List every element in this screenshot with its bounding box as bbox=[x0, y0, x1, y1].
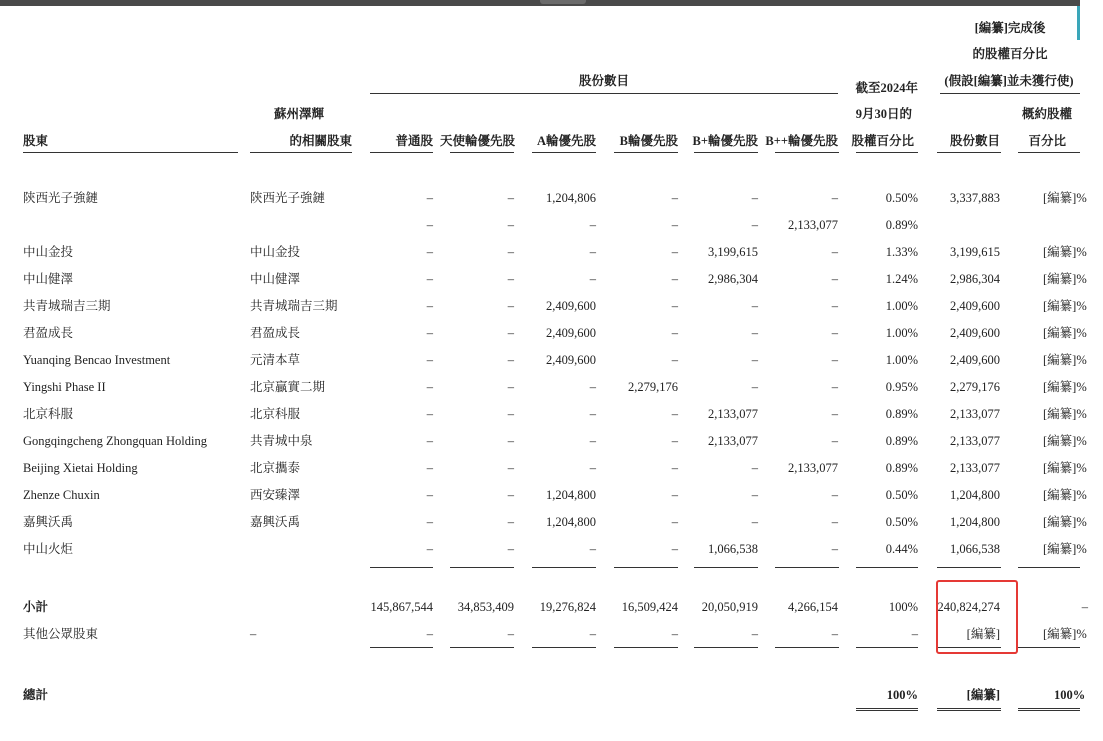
cell-approx: [編纂]% bbox=[1043, 353, 1087, 367]
cell-approx: [編纂]% bbox=[1043, 299, 1087, 313]
cell-pct: 0.89% bbox=[885, 407, 918, 421]
cell-b-pref: – bbox=[671, 542, 678, 556]
cell-bplusplus-pref: – bbox=[831, 515, 838, 529]
header-related-line2: 的相關股東 bbox=[289, 134, 352, 148]
cell-ordinary: – bbox=[426, 542, 433, 556]
cell-angel: – bbox=[507, 461, 514, 475]
cell-b-pref: – bbox=[671, 434, 678, 448]
column-rule bbox=[450, 567, 514, 568]
cell-angel: – bbox=[507, 191, 514, 205]
cell-ordinary: – bbox=[426, 218, 433, 232]
header-angel: 天使輪優先股 bbox=[440, 134, 516, 148]
total-double-rule bbox=[856, 708, 918, 711]
cell-pct: 1.00% bbox=[885, 299, 918, 313]
cell-angel: – bbox=[507, 272, 514, 286]
cell-ordinary: – bbox=[426, 353, 433, 367]
cell-bplus-pref: 2,986,304 bbox=[708, 272, 758, 286]
column-rule bbox=[1018, 647, 1080, 648]
cell-a-pref: – bbox=[589, 380, 596, 394]
cell-b-pref: 2,279,176 bbox=[628, 380, 678, 394]
others-angel: – bbox=[507, 627, 514, 641]
cell-shareholder: 中山健澤 bbox=[23, 272, 74, 286]
column-rule bbox=[532, 647, 596, 648]
cell-approx: [編纂]% bbox=[1043, 407, 1087, 421]
cell-related: 嘉興沃禹 bbox=[250, 515, 301, 529]
total-label: 總計 bbox=[23, 688, 49, 702]
header-approx-line2: 百分比 bbox=[1028, 134, 1066, 148]
header-underline bbox=[23, 152, 238, 153]
cell-b-pref: – bbox=[671, 461, 678, 475]
others-ordinary: – bbox=[426, 627, 433, 641]
cell-shares: 1,204,800 bbox=[950, 515, 1000, 529]
cell-shareholder: 北京科服 bbox=[23, 407, 74, 421]
others-bplus-pref: – bbox=[751, 627, 758, 641]
cell-bplus-pref: – bbox=[751, 326, 758, 340]
cell-shares: 2,409,600 bbox=[950, 326, 1000, 340]
cell-shareholder: Zhenze Chuxin bbox=[23, 488, 100, 502]
subtotal-b-pref: 16,509,424 bbox=[621, 600, 678, 614]
header-underline bbox=[775, 152, 839, 153]
cell-shares: 2,409,600 bbox=[950, 353, 1000, 367]
cell-approx: [編纂]% bbox=[1043, 191, 1087, 205]
total-double-rule bbox=[1018, 708, 1080, 711]
cell-shares: 2,409,600 bbox=[950, 299, 1000, 313]
cell-bplus-pref: – bbox=[751, 380, 758, 394]
cell-a-pref: – bbox=[589, 542, 596, 556]
cell-b-pref: – bbox=[671, 245, 678, 259]
cell-b-pref: – bbox=[671, 299, 678, 313]
cell-shareholder: 君盈成長 bbox=[23, 326, 74, 340]
cell-shares: 2,279,176 bbox=[950, 380, 1000, 394]
cell-shareholder: 中山金投 bbox=[23, 245, 74, 259]
cell-ordinary: – bbox=[426, 380, 433, 394]
cell-a-pref: – bbox=[589, 407, 596, 421]
header-underline bbox=[250, 152, 352, 153]
subtotal-label: 小計 bbox=[23, 600, 49, 614]
cell-shareholder: 中山火炬 bbox=[23, 542, 74, 556]
cell-bplus-pref: – bbox=[751, 461, 758, 475]
column-rule bbox=[614, 567, 678, 568]
window-tab-handle[interactable] bbox=[540, 0, 586, 4]
header-b-pref: B輪優先股 bbox=[619, 134, 678, 148]
subtotal-ordinary: 145,867,544 bbox=[370, 600, 433, 614]
column-rule bbox=[694, 567, 758, 568]
header-as-of-line3: 股權百分比 bbox=[851, 134, 914, 148]
cell-angel: – bbox=[507, 380, 514, 394]
cell-a-pref: 2,409,600 bbox=[546, 326, 596, 340]
column-rule bbox=[775, 647, 839, 648]
column-rule bbox=[775, 567, 839, 568]
header-shareholder: 股東 bbox=[23, 134, 49, 148]
cell-a-pref: – bbox=[589, 218, 596, 232]
cell-b-pref: – bbox=[671, 407, 678, 421]
cell-related: 北京科服 bbox=[250, 407, 301, 421]
header-pct-after-line2: 的股權百分比 bbox=[972, 47, 1048, 61]
cell-approx: [編纂]% bbox=[1043, 272, 1087, 286]
others-bplusplus-pref: – bbox=[831, 627, 838, 641]
cell-a-pref: 2,409,600 bbox=[546, 353, 596, 367]
cell-related: 元清本草 bbox=[250, 353, 301, 367]
cell-bplusplus-pref: – bbox=[831, 245, 838, 259]
cell-b-pref: – bbox=[671, 272, 678, 286]
header-num-shares: 股份數目 bbox=[949, 134, 1000, 148]
cell-approx: [編纂]% bbox=[1043, 461, 1087, 475]
subtotal-bplusplus-pref: 4,266,154 bbox=[788, 600, 838, 614]
cell-related: 君盈成長 bbox=[250, 326, 301, 340]
cell-related: 北京攜泰 bbox=[250, 461, 301, 475]
cell-angel: – bbox=[507, 515, 514, 529]
cell-shares: 2,986,304 bbox=[950, 272, 1000, 286]
cell-b-pref: – bbox=[671, 218, 678, 232]
subtotal-pct: 100% bbox=[888, 600, 918, 614]
window-top-bar bbox=[0, 0, 1080, 6]
cell-bplus-pref: – bbox=[751, 299, 758, 313]
cell-shareholder: 共青城瑞吉三期 bbox=[23, 299, 111, 313]
cell-pct: 0.95% bbox=[885, 380, 918, 394]
column-rule bbox=[856, 647, 918, 648]
cell-angel: – bbox=[507, 299, 514, 313]
cell-shares: 3,337,883 bbox=[950, 191, 1000, 205]
cell-bplusplus-pref: – bbox=[831, 488, 838, 502]
subtotal-shares: 240,824,274 bbox=[937, 600, 1000, 614]
cell-ordinary: – bbox=[426, 245, 433, 259]
header-rule-shares bbox=[370, 93, 838, 94]
cell-bplus-pref: 2,133,077 bbox=[708, 407, 758, 421]
header-approx-line1: 概約股權 bbox=[1021, 107, 1072, 121]
cell-bplus-pref: – bbox=[751, 191, 758, 205]
cell-ordinary: – bbox=[426, 326, 433, 340]
cell-approx: [編纂]% bbox=[1043, 245, 1087, 259]
cell-angel: – bbox=[507, 353, 514, 367]
subtotal-bplus-pref: 20,050,919 bbox=[701, 600, 758, 614]
cell-bplusplus-pref: – bbox=[831, 542, 838, 556]
cell-bplus-pref: 2,133,077 bbox=[708, 434, 758, 448]
cell-bplusplus-pref: – bbox=[831, 326, 838, 340]
others-pct: – bbox=[911, 627, 918, 641]
header-as-of-line1: 截至2024年 bbox=[855, 81, 918, 95]
cell-angel: – bbox=[507, 407, 514, 421]
cell-pct: 0.89% bbox=[885, 461, 918, 475]
cell-ordinary: – bbox=[426, 272, 433, 286]
header-underline bbox=[370, 152, 433, 153]
cell-pct: 0.44% bbox=[885, 542, 918, 556]
others-b-pref: – bbox=[671, 627, 678, 641]
cell-related: 中山金投 bbox=[250, 245, 301, 259]
cell-approx: [編纂]% bbox=[1043, 380, 1087, 394]
cell-approx: [編纂]% bbox=[1043, 326, 1087, 340]
cell-approx: [編纂]% bbox=[1043, 515, 1087, 529]
cell-a-pref: 2,409,600 bbox=[546, 299, 596, 313]
others-shares: [編纂] bbox=[966, 627, 1000, 641]
header-a-pref: A輪優先股 bbox=[536, 134, 596, 148]
cell-b-pref: – bbox=[671, 191, 678, 205]
others-label: 其他公眾股東 bbox=[23, 627, 99, 641]
header-underline bbox=[450, 152, 514, 153]
header-pct-after-line1: [編纂]完成後 bbox=[974, 21, 1046, 35]
others-related: – bbox=[250, 627, 257, 641]
cell-bplus-pref: 1,066,538 bbox=[708, 542, 758, 556]
header-underline bbox=[694, 152, 758, 153]
cell-bplusplus-pref: – bbox=[831, 272, 838, 286]
header-bplus-pref: B+輪優先股 bbox=[692, 134, 758, 148]
cell-bplusplus-pref: – bbox=[831, 299, 838, 313]
cell-pct: 0.50% bbox=[885, 191, 918, 205]
column-rule bbox=[370, 647, 433, 648]
column-rule bbox=[1018, 567, 1080, 568]
cell-bplus-pref: 3,199,615 bbox=[708, 245, 758, 259]
header-underline bbox=[856, 152, 918, 153]
header-underline bbox=[1018, 152, 1080, 153]
header-bplusplus-pref: B++輪優先股 bbox=[765, 134, 838, 148]
cell-pct: 0.89% bbox=[885, 434, 918, 448]
subtotal-angel: 34,853,409 bbox=[457, 600, 514, 614]
cell-a-pref: 1,204,800 bbox=[546, 488, 596, 502]
header-underline bbox=[614, 152, 678, 153]
cell-bplus-pref: – bbox=[751, 218, 758, 232]
header-pct-after-line3: (假設[編纂]並未獲行使) bbox=[944, 74, 1074, 88]
subtotal-a-pref: 19,276,824 bbox=[539, 600, 596, 614]
column-rule bbox=[694, 647, 758, 648]
total-shares: [編纂] bbox=[966, 688, 1000, 702]
cell-a-pref: – bbox=[589, 272, 596, 286]
others-approx: [編纂]% bbox=[1043, 627, 1087, 641]
cell-approx: [編纂]% bbox=[1043, 542, 1087, 556]
cell-related: 北京贏實二期 bbox=[250, 380, 326, 394]
cell-shareholder: Yuanqing Bencao Investment bbox=[23, 353, 171, 367]
cell-pct: 1.33% bbox=[885, 245, 918, 259]
cell-bplusplus-pref: 2,133,077 bbox=[788, 218, 838, 232]
column-rule bbox=[856, 567, 918, 568]
cell-a-pref: 1,204,806 bbox=[546, 191, 596, 205]
cell-ordinary: – bbox=[426, 191, 433, 205]
column-rule bbox=[937, 567, 1001, 568]
others-a-pref: – bbox=[589, 627, 596, 641]
cell-angel: – bbox=[507, 218, 514, 232]
cell-related: 共青城瑞吉三期 bbox=[250, 299, 338, 313]
cell-shareholder: 陝西光子強鏈 bbox=[23, 191, 99, 205]
column-rule bbox=[614, 647, 678, 648]
cell-bplus-pref: – bbox=[751, 515, 758, 529]
cell-b-pref: – bbox=[671, 353, 678, 367]
cell-b-pref: – bbox=[671, 515, 678, 529]
cell-bplusplus-pref: 2,133,077 bbox=[788, 461, 838, 475]
cell-pct: 0.50% bbox=[885, 515, 918, 529]
header-ordinary: 普通股 bbox=[395, 134, 433, 148]
column-rule bbox=[450, 647, 514, 648]
cell-ordinary: – bbox=[426, 488, 433, 502]
cell-pct: 0.50% bbox=[885, 488, 918, 502]
header-as-of-line2: 9月30日的 bbox=[855, 107, 912, 121]
header-related-line1: 蘇州澤輝 bbox=[273, 107, 324, 121]
cell-related: 共青城中泉 bbox=[250, 434, 313, 448]
cell-a-pref: 1,204,800 bbox=[546, 515, 596, 529]
header-rule-after bbox=[940, 93, 1080, 94]
cell-shares: 3,199,615 bbox=[950, 245, 1000, 259]
cell-shares: 2,133,077 bbox=[950, 461, 1000, 475]
cell-b-pref: – bbox=[671, 488, 678, 502]
cell-pct: 1.00% bbox=[885, 353, 918, 367]
cell-a-pref: – bbox=[589, 434, 596, 448]
cell-bplusplus-pref: – bbox=[831, 407, 838, 421]
column-rule bbox=[370, 567, 433, 568]
cell-angel: – bbox=[507, 245, 514, 259]
cell-related: 中山健澤 bbox=[250, 272, 301, 286]
cell-shares: 2,133,077 bbox=[950, 434, 1000, 448]
total-pct: 100% bbox=[886, 688, 918, 702]
cell-bplusplus-pref: – bbox=[831, 191, 838, 205]
cell-shareholder: Gongqingcheng Zhongquan Holding bbox=[23, 434, 208, 448]
cell-angel: – bbox=[507, 542, 514, 556]
cell-bplus-pref: – bbox=[751, 353, 758, 367]
total-approx: 100% bbox=[1054, 688, 1086, 702]
cell-shareholder: Yingshi Phase II bbox=[23, 380, 106, 394]
cell-approx: [編纂]% bbox=[1043, 434, 1087, 448]
cell-pct: 1.00% bbox=[885, 326, 918, 340]
subtotal-approx: – bbox=[1081, 600, 1088, 614]
cell-ordinary: – bbox=[426, 407, 433, 421]
cell-approx: [編纂]% bbox=[1043, 488, 1087, 502]
cell-ordinary: – bbox=[426, 299, 433, 313]
header-underline bbox=[532, 152, 596, 153]
cell-angel: – bbox=[507, 326, 514, 340]
cell-pct: 0.89% bbox=[885, 218, 918, 232]
cell-related: 陝西光子強鏈 bbox=[250, 191, 326, 205]
highlight-box bbox=[936, 580, 1018, 654]
cell-angel: – bbox=[507, 434, 514, 448]
header-underline bbox=[937, 152, 1001, 153]
cell-ordinary: – bbox=[426, 434, 433, 448]
cell-shares: 1,066,538 bbox=[950, 542, 1000, 556]
cell-bplus-pref: – bbox=[751, 488, 758, 502]
cell-angel: – bbox=[507, 488, 514, 502]
cell-pct: 1.24% bbox=[885, 272, 918, 286]
cell-related: 西安臻澤 bbox=[250, 488, 301, 502]
cell-bplusplus-pref: – bbox=[831, 380, 838, 394]
cell-shares: 2,133,077 bbox=[950, 407, 1000, 421]
header-shares-group: 股份數目 bbox=[578, 74, 629, 88]
cell-a-pref: – bbox=[589, 245, 596, 259]
column-rule bbox=[532, 567, 596, 568]
cell-shareholder: Beijing Xietai Holding bbox=[23, 461, 138, 475]
cell-ordinary: – bbox=[426, 515, 433, 529]
cell-bplusplus-pref: – bbox=[831, 434, 838, 448]
total-double-rule bbox=[937, 708, 1001, 711]
cell-shares: 1,204,800 bbox=[950, 488, 1000, 502]
cell-b-pref: – bbox=[671, 326, 678, 340]
cell-a-pref: – bbox=[589, 461, 596, 475]
cell-bplusplus-pref: – bbox=[831, 353, 838, 367]
cell-shareholder: 嘉興沃禹 bbox=[23, 515, 74, 529]
cell-ordinary: – bbox=[426, 461, 433, 475]
